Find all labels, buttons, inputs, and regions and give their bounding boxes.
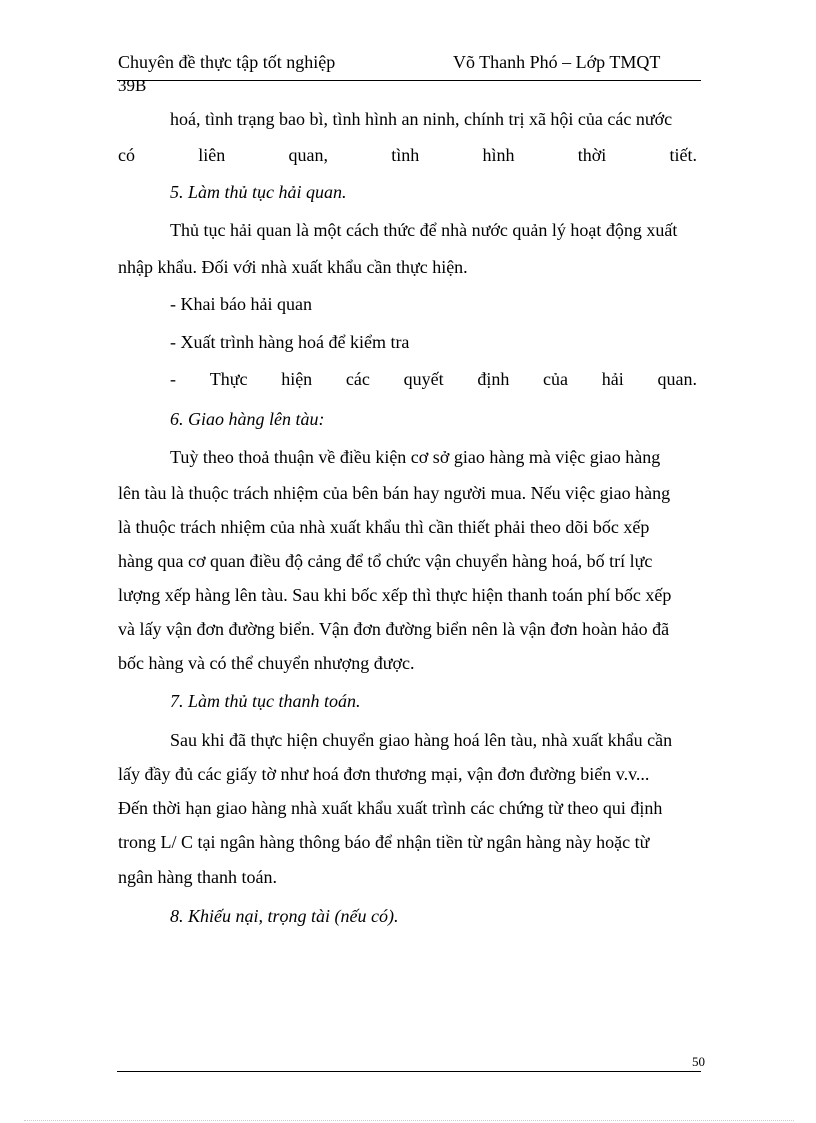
word: hình — [482, 145, 515, 165]
list-item: - Khai báo hải quan — [170, 294, 312, 314]
paragraph-line: lên tàu là thuộc trách nhiệm của bên bán hay người mua. Nếu việc giao hàng — [118, 483, 671, 503]
word: tiết. — [669, 145, 697, 165]
word: quyết — [403, 369, 444, 389]
footer-divider — [117, 1071, 701, 1072]
header-divider — [117, 80, 701, 81]
paragraph-line: trong L/ C tại ngân hàng thông báo để nhận tiền từ ngân hàng này hoặc từ — [118, 832, 650, 852]
text-run: hoá, tình trạng bao bì, tình hình an ninh, chính trị xã hội của các nước — [170, 109, 673, 129]
word: hải — [601, 369, 624, 389]
header-author: Võ Thanh Phó – Lớp TMQT — [453, 52, 661, 72]
paragraph-line: là thuộc trách nhiệm của nhà xuất khẩu thì cần thiết phải theo dõi bốc xếp — [118, 517, 650, 537]
paragraph-line: lượng xếp hàng lên tàu. Sau khi bốc xếp thì thực hiện thanh toán phí bốc xếp — [118, 585, 672, 605]
list-item: - Xuất trình hàng hoá để kiểm tra — [170, 332, 410, 352]
paragraph-line: bốc hàng và có thể chuyển nhượng được. — [118, 653, 415, 673]
paragraph-line — [170, 108, 697, 130]
paragraph-line: Tuỳ theo thoả thuận về điều kiện cơ sở giao hàng mà việc giao hàng — [170, 447, 661, 467]
word: các — [345, 369, 370, 389]
word: thời — [577, 145, 607, 165]
word: quan. — [657, 369, 697, 389]
word: - — [170, 369, 176, 389]
word: định — [477, 369, 510, 389]
word: có — [118, 145, 135, 165]
paragraph-line: lấy đầy đủ các giấy tờ như hoá đơn thương mại, vận đơn đường biển v.v... — [118, 764, 650, 784]
word: liên — [198, 145, 226, 165]
paragraph-line: ngân hàng thanh toán. — [118, 867, 277, 887]
paragraph-line: Thủ tục hải quan là một cách thức để nhà nước quản lý hoạt động xuất — [170, 220, 678, 240]
paragraph-line: và lấy vận đơn đường biển. Vận đơn đường biển nên là vận đơn hoàn hảo đã — [118, 619, 670, 639]
paragraph-line: Đến thời hạn giao hàng nhà xuất khẩu xuất trình các chứng từ theo qui định — [118, 798, 663, 818]
header-title: Chuyên đề thực tập tốt nghiệp — [118, 52, 336, 72]
paragraph-line-justified — [118, 144, 697, 166]
list-item-justified — [170, 368, 697, 390]
section-heading-6: 6. Giao hàng lên tàu: — [170, 409, 325, 429]
word: của — [543, 369, 569, 389]
section-heading-8: 8. Khiếu nại, trọng tài (nếu có). — [170, 906, 399, 926]
word: quan, — [288, 145, 328, 165]
word: hiện — [281, 369, 313, 389]
paragraph-line: hàng qua cơ quan điều độ cảng để tổ chức vận chuyển hàng hoá, bố trí lực — [118, 551, 653, 571]
word: Thực — [209, 369, 248, 389]
page-number: 50 — [692, 1054, 705, 1069]
page-edge — [24, 1120, 794, 1121]
word: tình — [391, 145, 420, 165]
header-class-continuation: 39B — [118, 76, 147, 95]
section-heading-5: 5. Làm thủ tục hải quan. — [170, 182, 347, 202]
section-heading-7: 7. Làm thủ tục thanh toán. — [170, 691, 361, 711]
paragraph-line: Sau khi đã thực hiện chuyển giao hàng hoá lên tàu, nhà xuất khẩu cần — [170, 730, 673, 750]
paragraph-line: nhập khẩu. Đối với nhà xuất khẩu cần thực hiện. — [118, 257, 468, 277]
